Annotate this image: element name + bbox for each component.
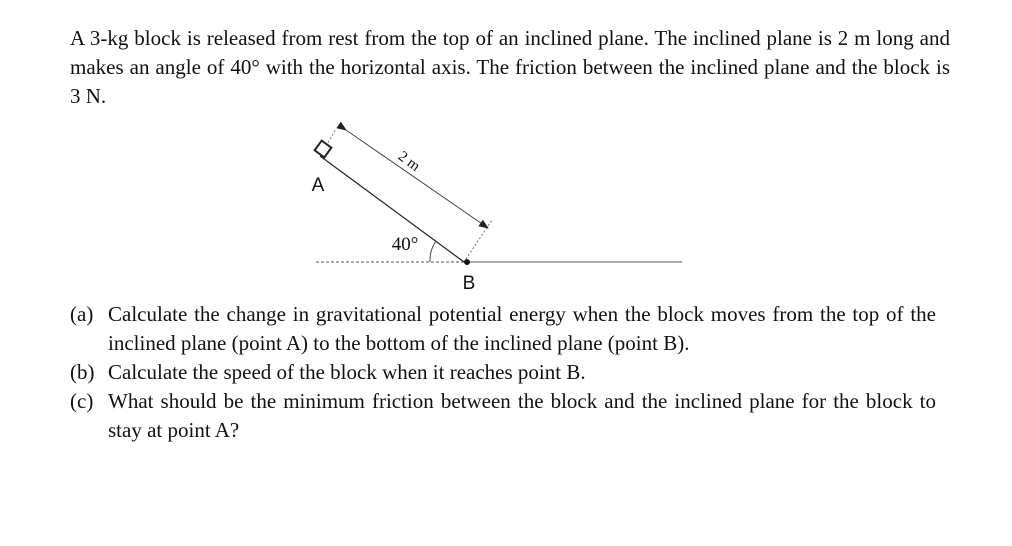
question-list <box>70 300 936 445</box>
length-dimension-arrow <box>346 130 488 228</box>
question-text: What should be the minimum friction between the block and the inclined plane for the block to stay at point A? <box>108 389 936 442</box>
dimension-extension-bottom <box>466 220 492 259</box>
block <box>315 141 332 158</box>
question-label: (b) <box>70 360 95 384</box>
question-item <box>70 300 936 358</box>
angle-arc <box>430 241 436 262</box>
question-text: Calculate the change in gravitational potential energy when the block moves from the top of the inclined plane (point A) to the bottom of the inclined plane (point B). <box>108 302 936 355</box>
point-a-label: A <box>311 175 325 196</box>
length-label: 2 m <box>394 148 423 175</box>
question-label: (c) <box>70 389 94 413</box>
question-item <box>70 358 936 387</box>
question-text: Calculate the speed of the block when it reaches point B. <box>108 360 586 384</box>
angle-label: 40° <box>391 234 419 255</box>
question-item <box>70 387 936 445</box>
question-label: (a) <box>70 302 94 326</box>
point-b-label: B <box>462 273 476 294</box>
dimension-extension-top <box>326 129 336 146</box>
problem-statement: A 3-kg block is released from rest from the top of an inclined plane. The inclined plane is 2 m long and makes an angle of 40° with the horizontal axis. The friction between the inclined plane and the block is 3 N. <box>70 26 950 108</box>
point-b-dot <box>464 259 470 265</box>
